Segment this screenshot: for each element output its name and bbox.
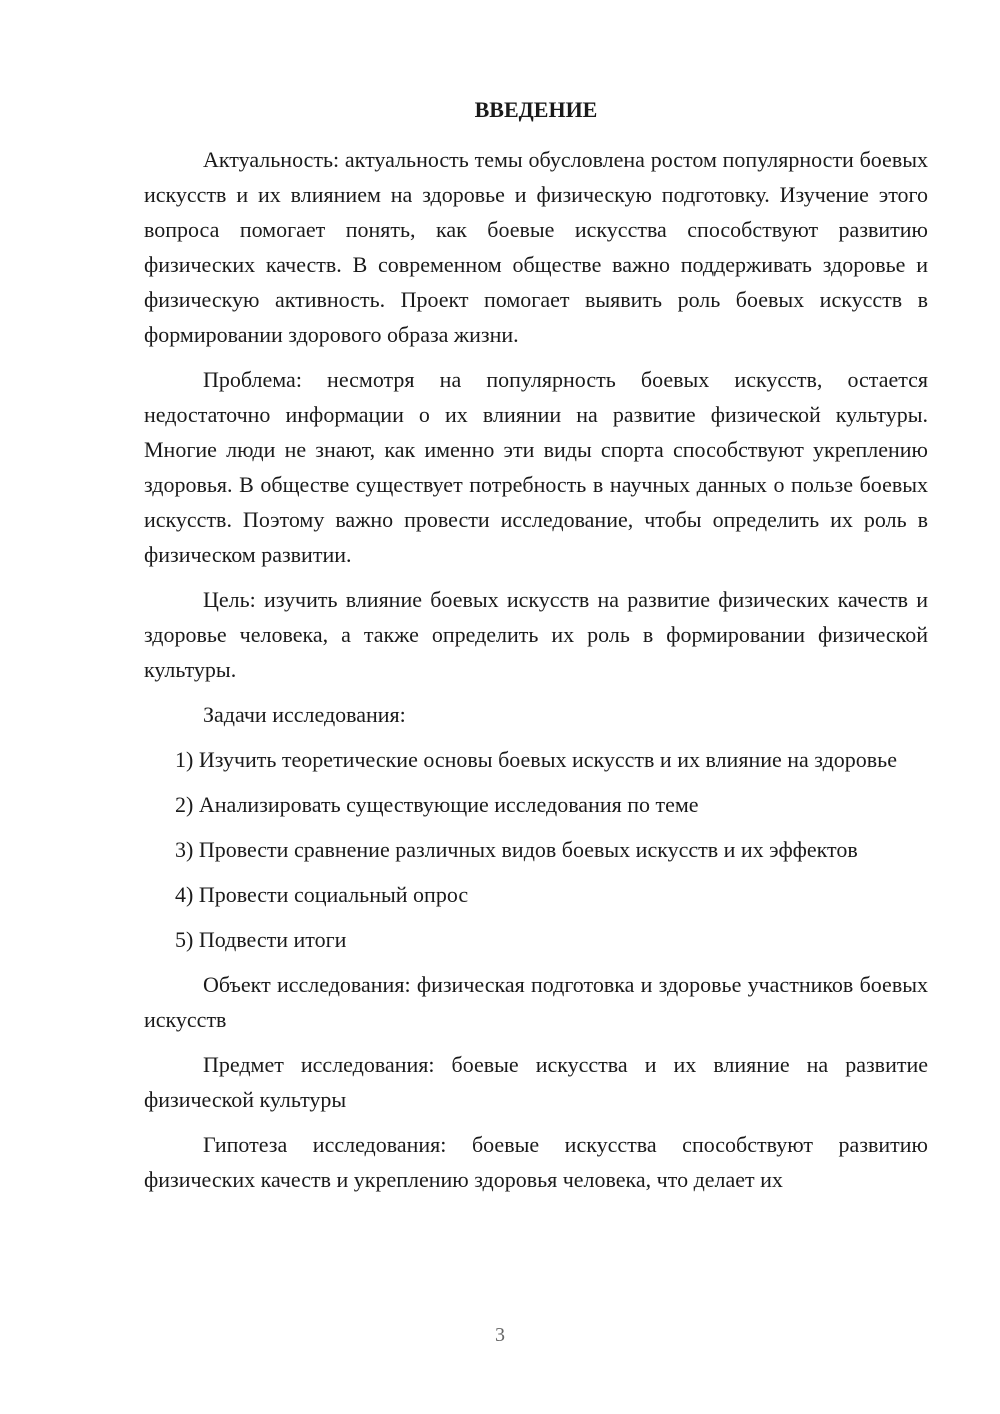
tasks-heading: Задачи исследования: [203,702,406,727]
paragraph-object: Объект исследования: физическая подготовка и здоровье участников боевых искусств [144,972,928,1032]
page-title: ВВЕДЕНИЕ [474,97,598,122]
document-page [144,92,928,1197]
paragraph-relevance: Актуальность: актуальность темы обусловлена ростом популярности боевых искусств и их влиянием на здоровье и физическую подготовку. Изучение этого вопроса помогает понять, как боевые искусства способствуют развитию физических качеств. В современном обществе важно поддерживать здоровье и физическую активность. Проект помогает выявить роль боевых искусств в формировании здорового образа жизни. [144,147,928,347]
task-item-1: 1) Изучить теоретические основы боевых искусств и их влияние на здоровье [175,747,897,772]
task-item-4: 4) Провести социальный опрос [175,882,469,907]
page-number: 3 [495,1324,505,1346]
paragraph-subject: Предмет исследования: боевые искусства и их влияние на развитие физической культуры [144,1052,928,1112]
paragraph-problem: Проблема: несмотря на популярность боевых искусств, остается недостаточно информации о их влиянии на развитие физической культуры. Многие люди не знают, как именно эти виды спорта способствуют укреплению здоровья. В обществе существует потребность в научных данных о пользе боевых искусств. Поэтому важно провести исследование, чтобы определить их роль в физическом развитии. [144,367,928,567]
paragraph-goal: Цель: изучить влияние боевых искусств на развитие физических качеств и здоровье человека, а также определить их роль в формировании физической культуры. [144,587,928,682]
task-item-2: 2) Анализировать существующие исследования по теме [175,792,699,817]
task-item-3: 3) Провести сравнение различных видов боевых искусств и их эффектов [175,837,858,862]
paragraph-hypothesis: Гипотеза исследования: боевые искусства способствуют развитию физических качеств и укреплению здоровья человека, что делает их [144,1132,928,1192]
task-item-5: 5) Подвести итоги [175,927,347,952]
